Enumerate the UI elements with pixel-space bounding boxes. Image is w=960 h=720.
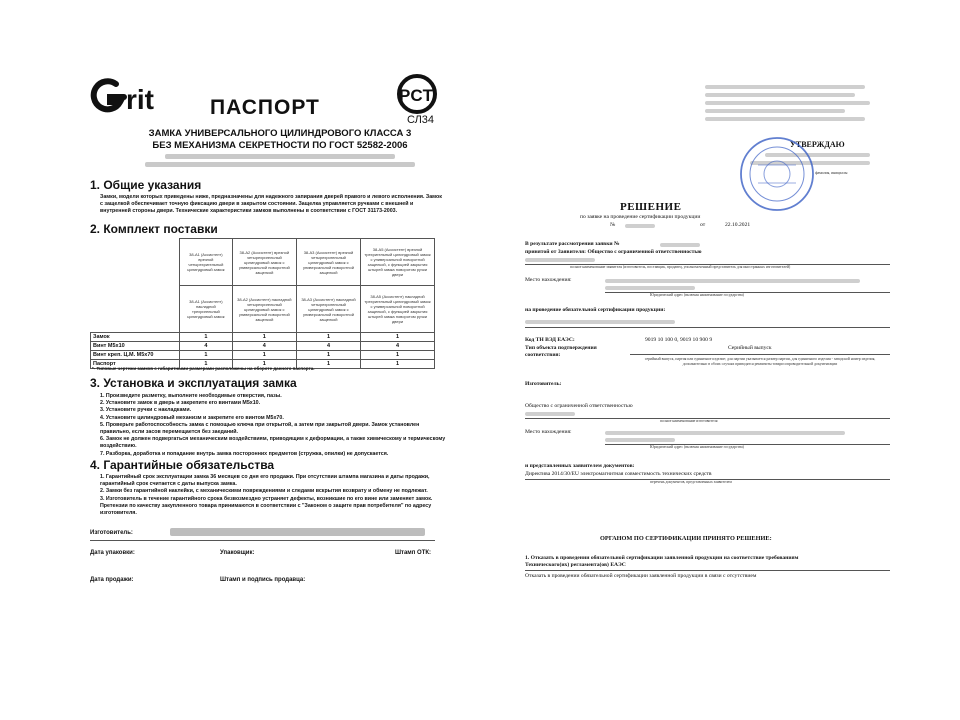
divider	[605, 444, 890, 445]
redacted-address	[605, 286, 695, 290]
redacted-line	[660, 243, 700, 247]
table-cell: 1	[180, 360, 233, 369]
table-cell: 1	[361, 351, 435, 360]
passport-title: ПАСПОРТ	[210, 96, 320, 119]
applicant-caption: полное наименование заявителя (изготовитель, поставщик, продавец, уполномоченный представитель для иностранных изготовителей)	[570, 265, 791, 269]
divider	[525, 327, 890, 328]
divider	[90, 540, 435, 541]
list-item: 4. Установите цилиндровый механизм и закрепите его винтом М5х70.	[100, 414, 284, 421]
maker-label: Изготовитель:	[525, 381, 562, 387]
application-line: по заявке на проведение сертификации продукции	[580, 214, 701, 220]
decision-title: РЕШЕНИЕ	[620, 201, 682, 213]
list-item: 2. Установите замок в дверь и закрепите его винтами М5х10.	[100, 400, 261, 407]
table-row	[91, 351, 435, 360]
product-label: на проведение обязательной сертификации продукции:	[525, 307, 666, 313]
redacted-address	[605, 438, 675, 442]
svg-text:rit: rit	[126, 84, 154, 115]
row-label: Паспорт	[91, 360, 180, 369]
grit-logo	[90, 76, 174, 116]
review-line: В результате рассмотрения заявки №	[525, 241, 620, 247]
redacted-line	[525, 258, 595, 262]
divider	[630, 354, 890, 355]
maker-address-caption: Юридический адрес (включая наименование государства)	[650, 445, 744, 449]
kit-table	[90, 238, 435, 369]
maker-caption: полное наименование изготовителя	[660, 419, 718, 423]
table-cell: 38-А3 (Ассистент) врезной четырехригельный цилиндровый замок с универсальной поворотной защелкой	[296, 239, 360, 286]
list-item: 3. Изготовитель в течение гарантийного срока безвозмездно устраняет дефекты, возникшие по его вине или заменяет замок. Претензии по качеству закупленного товара принимаются в соответствии с "Законом о защите прав потребителя" по адресу изготовителя.	[100, 495, 433, 517]
maker-value: Общество с ограниченной ответственностью	[525, 403, 633, 409]
row-label: Замок	[91, 333, 180, 342]
table-cell: 38-А3 (Ассистент) накладной четырехригельный цилиндровый замок с универсальной поворотной защелкой	[296, 286, 360, 333]
redacted-number	[625, 224, 655, 228]
table-cell: 1	[361, 333, 435, 342]
redacted-manufacturer	[170, 528, 425, 536]
section-2-heading: 2. Комплект поставки	[90, 222, 218, 236]
decision-point-2: Отказать в проведении обязательной сертификации заявленной продукции в связи с отсутствием	[525, 573, 757, 579]
table-cell: 38-А5 (Ассистент) накладной трехригельный цилиндровый замок с универсальной поворотной защелкой, с функцией закрытия штырей замка поворотом ручки двери	[361, 286, 435, 333]
type-caption: серийный выпуск, партия или единичное изделие; для партии указывается размер партии, для единичного изделия - заводской номер изделия, дополнительно в обоих случаях приводятся реквизиты товаросопроводительной документации	[644, 357, 876, 366]
seller-stamp-label: Штамп и подпись продавца:	[220, 577, 306, 583]
table-cell: 1	[180, 351, 233, 360]
redacted-line	[705, 93, 855, 97]
type-label: Тип объекта подтверждения соответствия:	[525, 345, 597, 358]
table-cell: 38-А2 (Ассистент) накладной четырехригельный цилиндровый замок с универсальной поворотной защелкой	[232, 286, 296, 333]
redacted-line	[525, 412, 575, 416]
certification-stamp	[738, 135, 816, 213]
directive: Директива 2014/30/EU электромагнитная совместимость технических средств	[525, 471, 712, 477]
divider	[605, 292, 890, 293]
table-cell: 1	[296, 333, 360, 342]
redacted-product	[525, 320, 675, 324]
table-cell: 4	[180, 342, 233, 351]
docs-caption: перечень документов, представленных заявителем	[650, 480, 732, 484]
list-item: 7. Разборка, доработка и попадание внутрь замка посторонних предметов (стружка, опилки) не допускается.	[100, 450, 389, 457]
redacted-line	[705, 109, 845, 113]
warranty-list	[100, 474, 450, 517]
number-label: №	[610, 222, 616, 228]
section-1-heading: 1. Общие указания	[90, 178, 202, 192]
docs-line: и представленных заявителем документов:	[525, 463, 635, 469]
table-cell: 38-А1 (Ассистент) накладной трехригельный цилиндровый замок	[180, 286, 233, 333]
redacted-line	[145, 162, 415, 167]
lock-passport-page	[70, 48, 455, 628]
redacted-line	[705, 117, 865, 121]
code-label: Код ТН ВЭД ЕАЭС:	[525, 337, 575, 343]
approver-caption: фамилия, инициалы	[815, 171, 848, 175]
table-corner	[91, 239, 180, 333]
passport-subtitle-1: ЗАМКА УНИВЕРСАЛЬНОГО ЦИЛИНДРОВОГО КЛАССА 3	[148, 128, 412, 139]
svg-text:СЛ34: СЛ34	[407, 114, 435, 126]
list-item: 2. Замки без гарантийной наклейки, с механическими повреждениями и следами вскрытия возврату и обмену не подлежат.	[100, 488, 428, 495]
location-label: Место нахождения:	[525, 277, 572, 283]
table-cell: 4	[296, 342, 360, 351]
approve-label: УТВЕРЖДАЮ	[790, 140, 845, 149]
section-3-heading: 3. Установка и эксплуатация замка	[90, 376, 297, 390]
decision-date: 22.10.2021	[725, 222, 751, 228]
redacted-line	[165, 154, 395, 159]
redacted-address	[605, 279, 860, 283]
section-1-text: Замки, модели которых приведены ниже, предназначены для надежного запирания дверей правого и левого исполнения. Замок с защелкой обеспечивает точную фиксацию двери в закрытом состоянии. Защелка управляется ручками с внешней и внутренней стороны двери. Технические характеристики замков выполнены в соответствии с ГОСТ 31173-2003.	[100, 194, 442, 214]
divider	[525, 570, 890, 571]
table-cell: 38-А1 (Ассистент) врезной четырехригельный цилиндровый замок	[180, 239, 233, 286]
body-decision: ОРГАНОМ ПО СЕРТИФИКАЦИИ ПРИНЯТО РЕШЕНИЕ:	[600, 535, 772, 542]
table-row	[91, 342, 435, 351]
list-item: 1. Гарантийный срок эксплуатации замка 36 месяцев со дня его продажи. При отсутствии штампа магазина и даты продажи, гарантийный срок считается с даты выпуска замка.	[100, 474, 430, 488]
type-value: Серийный выпуск	[728, 345, 772, 351]
list-item: 1. Произведите разметку, выполните необходимые отверстия, пазы.	[100, 393, 282, 399]
list-item: 5. Проверьте работоспособность замка с помощью ключа при открытой, а затем при закрытой двери. Замок установлен правильно, если засов перемещается без заеданий.	[100, 421, 420, 436]
table-cell: 4	[232, 342, 296, 351]
table-cell: 1	[232, 351, 296, 360]
table-cell: 1	[296, 360, 360, 369]
table-cell: 38-А5 (Ассистент) врезной трехригельный цилиндровый замок с универсальной поворотной защелкой, с функцией закрытия штырей замка поворотом ручки двери	[361, 239, 435, 286]
pack-date-label: Дата упаковки:	[90, 550, 135, 556]
date-label: от	[700, 222, 706, 228]
otk-stamp-label: Штамп ОТК:	[395, 550, 432, 556]
maker-location-label: Место нахождения:	[525, 429, 572, 435]
passport-subtitle-2: БЕЗ МЕХАНИЗМА СЕКРЕТНОСТИ ПО ГОСТ 52582-2006	[152, 140, 408, 151]
certification-decision-page	[500, 65, 900, 625]
installation-steps	[100, 393, 450, 458]
table-cell: 1	[180, 333, 233, 342]
redacted-address	[605, 431, 845, 435]
table-footnote: *- Типовые чертежи замков с габаритными размерами расположены на обороте данного паспорта.	[92, 366, 315, 371]
redacted-line	[705, 85, 865, 89]
table-cell: 4	[361, 342, 435, 351]
pct-certification-mark	[395, 70, 451, 126]
row-label: Винт креп. Ц.М. М5х70	[91, 351, 180, 360]
svg-text:PCT: PCT	[399, 86, 433, 105]
manufacturer-label: Изготовитель:	[90, 530, 133, 536]
section-4-heading: 4. Гарантийные обязательства	[90, 458, 275, 472]
row-label: Винт М5х10	[91, 342, 180, 351]
table-cell: 1	[232, 360, 296, 369]
table-cell: 1	[361, 360, 435, 369]
decision-point-1: 1. Отказать в проведении обязательной сертификации заявленной продукции на соответствие требованиям Технического(их) регламента(ов) ЕАЭС	[525, 555, 799, 568]
list-item: 3. Установите ручки с накладками.	[100, 407, 192, 414]
table-cell: 1	[296, 351, 360, 360]
redacted-line	[705, 101, 870, 105]
table-row	[91, 333, 435, 342]
sale-date-label: Дата продажи:	[90, 577, 134, 583]
table-cell: 1	[232, 333, 296, 342]
table-cell: 38-А2 (Ассистент) врезной четырехригельный цилиндровый замок с универсальной поворотной защелкой	[232, 239, 296, 286]
table-row	[91, 239, 435, 286]
received-from: принятой от Заявителя: Общество с ограниченной ответственностью	[525, 249, 702, 255]
packer-label: Упаковщик:	[220, 550, 255, 556]
code-value: 9019 10 100 0, 9019 10 900 9	[645, 337, 713, 343]
address-caption: Юридический адрес (включая наименование государства)	[650, 293, 744, 297]
list-item: 6. Замок не должен подвергаться механическим воздействиям, приводящим к деформации, а также химическому и термическому воздействию.	[100, 436, 446, 450]
